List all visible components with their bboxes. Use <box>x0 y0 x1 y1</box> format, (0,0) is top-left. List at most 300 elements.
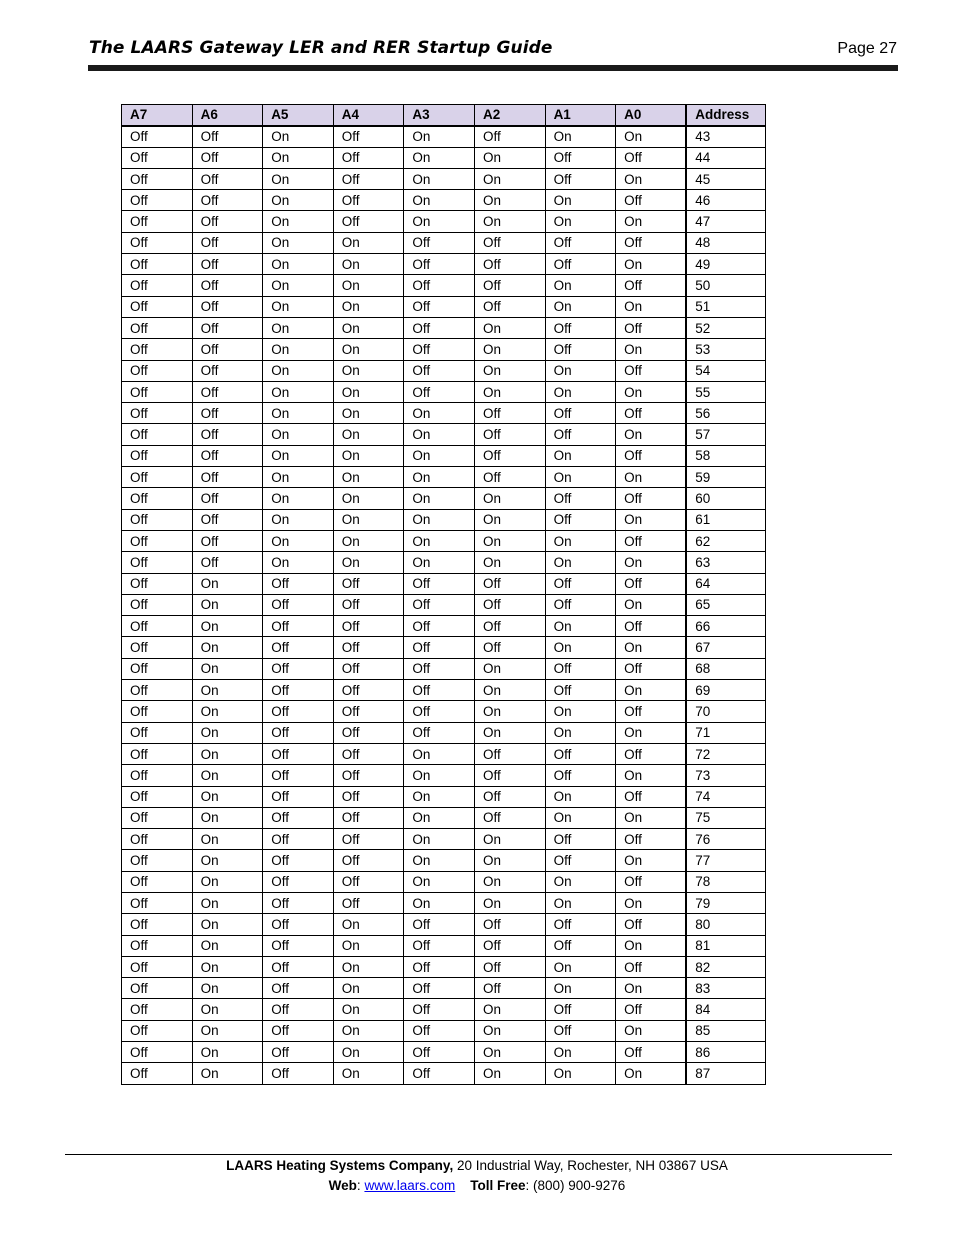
switch-state-cell: Off <box>192 552 263 573</box>
switch-state-cell: Off <box>263 829 334 850</box>
table-row <box>122 701 766 722</box>
switch-state-cell: Off <box>122 871 193 892</box>
switch-state-cell: Off <box>122 658 193 679</box>
switch-state-cell: On <box>404 445 475 466</box>
switch-state-cell: Off <box>404 914 475 935</box>
switch-state-cell: Off <box>404 296 475 317</box>
switch-state-cell: Off <box>404 573 475 594</box>
column-header-a6: A6 <box>192 105 263 126</box>
switch-state-cell: Off <box>333 829 404 850</box>
address-cell: 47 <box>686 211 765 232</box>
switch-state-cell: On <box>333 552 404 573</box>
switch-state-cell: Off <box>192 147 263 168</box>
switch-state-cell: On <box>263 190 334 211</box>
address-cell: 78 <box>686 871 765 892</box>
switch-state-cell: On <box>333 445 404 466</box>
switch-state-cell: On <box>474 850 545 871</box>
switch-state-cell: Off <box>545 339 616 360</box>
switch-state-cell: Off <box>122 211 193 232</box>
switch-state-cell: On <box>192 680 263 701</box>
switch-state-cell: Off <box>122 722 193 743</box>
switch-state-cell: Off <box>616 403 687 424</box>
switch-state-cell: On <box>474 381 545 402</box>
switch-state-cell: Off <box>192 360 263 381</box>
address-cell: 81 <box>686 935 765 956</box>
switch-state-cell: Off <box>333 765 404 786</box>
switch-state-cell: Off <box>404 701 475 722</box>
address-cell: 83 <box>686 978 765 999</box>
switch-state-cell: Off <box>545 232 616 253</box>
switch-state-cell: On <box>192 573 263 594</box>
switch-state-cell: Off <box>122 1042 193 1063</box>
switch-state-cell: Off <box>192 168 263 189</box>
table-row <box>122 829 766 850</box>
switch-state-cell: Off <box>333 637 404 658</box>
address-cell: 59 <box>686 467 765 488</box>
table-row <box>122 914 766 935</box>
switch-state-cell: Off <box>404 275 475 296</box>
switch-state-cell: On <box>192 892 263 913</box>
switch-state-cell: On <box>474 892 545 913</box>
address-cell: 60 <box>686 488 765 509</box>
switch-state-cell: Off <box>122 424 193 445</box>
switch-state-cell: On <box>545 552 616 573</box>
switch-state-cell: On <box>545 807 616 828</box>
switch-state-cell: Off <box>192 126 263 147</box>
table-row <box>122 424 766 445</box>
switch-state-cell: Off <box>122 573 193 594</box>
address-cell: 76 <box>686 829 765 850</box>
switch-state-cell: On <box>474 552 545 573</box>
switch-state-cell: On <box>616 168 687 189</box>
switch-state-cell: Off <box>333 807 404 828</box>
switch-state-cell: On <box>474 829 545 850</box>
switch-state-cell: On <box>333 381 404 402</box>
switch-state-cell: On <box>404 509 475 530</box>
switch-state-cell: On <box>616 807 687 828</box>
switch-state-cell: Off <box>122 126 193 147</box>
switch-state-cell: On <box>545 892 616 913</box>
address-cell: 68 <box>686 658 765 679</box>
column-header-a2: A2 <box>474 105 545 126</box>
switch-state-cell: Off <box>474 445 545 466</box>
switch-state-cell: Off <box>333 722 404 743</box>
switch-state-cell: Off <box>404 935 475 956</box>
switch-state-cell: On <box>474 530 545 551</box>
switch-state-cell: Off <box>545 488 616 509</box>
switch-state-cell: Off <box>263 1042 334 1063</box>
footer-divider <box>65 1154 892 1155</box>
switch-state-cell: On <box>474 680 545 701</box>
switch-state-cell: Off <box>616 488 687 509</box>
switch-state-cell: Off <box>404 339 475 360</box>
switch-state-cell: Off <box>545 509 616 530</box>
switch-state-cell: Off <box>545 594 616 615</box>
switch-state-cell: On <box>404 488 475 509</box>
switch-state-cell: On <box>192 701 263 722</box>
switch-state-cell: Off <box>616 147 687 168</box>
table-row <box>122 552 766 573</box>
switch-state-cell: Off <box>122 296 193 317</box>
switch-state-cell: Off <box>333 680 404 701</box>
switch-state-cell: Off <box>616 445 687 466</box>
table-row <box>122 168 766 189</box>
switch-state-cell: Off <box>192 530 263 551</box>
document-title: The LAARS Gateway LER and RER Startup Guide <box>89 38 553 58</box>
switch-state-cell: On <box>263 403 334 424</box>
address-cell: 87 <box>686 1063 765 1084</box>
switch-state-cell: Off <box>616 360 687 381</box>
switch-state-cell: Off <box>404 722 475 743</box>
switch-state-cell: On <box>474 190 545 211</box>
switch-state-cell: On <box>192 829 263 850</box>
switch-state-cell: Off <box>263 892 334 913</box>
switch-state-cell: On <box>263 147 334 168</box>
switch-state-cell: Off <box>404 1042 475 1063</box>
address-cell: 57 <box>686 424 765 445</box>
switch-state-cell: Off <box>122 445 193 466</box>
table-row <box>122 680 766 701</box>
switch-state-cell: Off <box>616 190 687 211</box>
address-cell: 85 <box>686 1020 765 1041</box>
switch-state-cell: Off <box>404 978 475 999</box>
switch-state-cell: On <box>263 211 334 232</box>
switch-state-cell: Off <box>404 999 475 1020</box>
switch-state-cell: On <box>404 424 475 445</box>
switch-state-cell: On <box>474 360 545 381</box>
switch-state-cell: Off <box>616 658 687 679</box>
table-body <box>122 126 766 1084</box>
switch-state-cell: On <box>616 978 687 999</box>
switch-state-cell: Off <box>192 211 263 232</box>
switch-state-cell: Off <box>333 871 404 892</box>
switch-state-cell: On <box>263 232 334 253</box>
toll-free-label: Toll Free <box>470 1178 526 1193</box>
switch-state-cell: Off <box>333 850 404 871</box>
switch-state-cell: On <box>404 190 475 211</box>
switch-state-cell: Off <box>474 786 545 807</box>
switch-state-cell: Off <box>474 637 545 658</box>
table-row <box>122 317 766 338</box>
switch-state-cell: On <box>545 467 616 488</box>
switch-state-cell: Off <box>263 807 334 828</box>
switch-state-cell: On <box>404 786 475 807</box>
address-cell: 72 <box>686 743 765 764</box>
switch-state-cell: Off <box>122 360 193 381</box>
table-row <box>122 871 766 892</box>
switch-state-cell: Off <box>545 658 616 679</box>
address-cell: 65 <box>686 594 765 615</box>
address-cell: 82 <box>686 956 765 977</box>
switch-state-cell: On <box>545 1063 616 1084</box>
address-cell: 86 <box>686 1042 765 1063</box>
switch-state-cell: Off <box>545 680 616 701</box>
switch-state-cell: Off <box>333 616 404 637</box>
switch-state-cell: Off <box>545 1020 616 1041</box>
switch-state-cell: On <box>333 999 404 1020</box>
table-row <box>122 190 766 211</box>
table-row <box>122 254 766 275</box>
table-row <box>122 935 766 956</box>
switch-state-cell: Off <box>122 467 193 488</box>
switch-state-cell: Off <box>263 999 334 1020</box>
switch-state-cell: Off <box>122 978 193 999</box>
switch-state-cell: On <box>192 850 263 871</box>
footer-contact-line <box>0 1178 954 1193</box>
switch-state-cell: On <box>333 275 404 296</box>
switch-state-cell: Off <box>192 424 263 445</box>
page-number: Page 27 <box>837 40 897 57</box>
column-header-address: Address <box>686 105 765 126</box>
switch-state-cell: Off <box>122 1020 193 1041</box>
switch-state-cell: Off <box>616 232 687 253</box>
switch-state-cell: On <box>263 339 334 360</box>
address-cell: 67 <box>686 637 765 658</box>
switch-state-cell: Off <box>404 360 475 381</box>
switch-state-cell: Off <box>122 892 193 913</box>
switch-state-cell: On <box>192 637 263 658</box>
switch-state-cell: On <box>404 467 475 488</box>
table-row <box>122 978 766 999</box>
switch-state-cell: Off <box>545 403 616 424</box>
switch-state-cell: Off <box>616 999 687 1020</box>
switch-state-cell: Off <box>404 658 475 679</box>
switch-state-cell: On <box>263 467 334 488</box>
switch-state-cell: Off <box>616 786 687 807</box>
switch-state-cell: On <box>616 552 687 573</box>
address-cell: 44 <box>686 147 765 168</box>
dip-switch-address-table <box>121 104 766 1085</box>
switch-state-cell: Off <box>122 999 193 1020</box>
switch-state-cell: Off <box>263 765 334 786</box>
switch-state-cell: Off <box>122 914 193 935</box>
switch-state-cell: Off <box>263 658 334 679</box>
switch-state-cell: Off <box>263 978 334 999</box>
switch-state-cell: Off <box>263 786 334 807</box>
table-row <box>122 892 766 913</box>
table-row <box>122 594 766 615</box>
switch-state-cell: Off <box>545 935 616 956</box>
switch-state-cell: On <box>192 871 263 892</box>
switch-state-cell: Off <box>616 317 687 338</box>
switch-state-cell: On <box>192 616 263 637</box>
switch-state-cell: Off <box>122 339 193 360</box>
switch-state-cell: Off <box>333 786 404 807</box>
switch-state-cell: Off <box>474 232 545 253</box>
switch-state-cell: On <box>333 232 404 253</box>
switch-state-cell: On <box>263 530 334 551</box>
switch-state-cell: On <box>333 360 404 381</box>
switch-state-cell: On <box>333 339 404 360</box>
switch-state-cell: Off <box>192 509 263 530</box>
table-row <box>122 999 766 1020</box>
switch-state-cell: Off <box>474 807 545 828</box>
footer-company-line <box>0 1158 954 1173</box>
switch-state-cell: Off <box>545 765 616 786</box>
switch-state-cell: On <box>545 445 616 466</box>
address-cell: 51 <box>686 296 765 317</box>
switch-state-cell: On <box>333 530 404 551</box>
switch-state-cell: On <box>192 807 263 828</box>
address-cell: 63 <box>686 552 765 573</box>
switch-state-cell: Off <box>333 168 404 189</box>
switch-state-cell: On <box>263 126 334 147</box>
address-cell: 77 <box>686 850 765 871</box>
switch-state-cell: Off <box>616 701 687 722</box>
switch-state-cell: On <box>545 722 616 743</box>
table-row <box>122 530 766 551</box>
address-cell: 79 <box>686 892 765 913</box>
switch-state-cell: Off <box>122 381 193 402</box>
switch-state-cell: On <box>263 254 334 275</box>
switch-state-cell: On <box>333 914 404 935</box>
switch-state-cell: On <box>616 339 687 360</box>
switch-state-cell: On <box>474 509 545 530</box>
switch-state-cell: Off <box>122 850 193 871</box>
switch-state-cell: Off <box>122 509 193 530</box>
switch-state-cell: Off <box>122 616 193 637</box>
switch-state-cell: On <box>545 190 616 211</box>
table-row <box>122 1063 766 1084</box>
switch-state-cell: On <box>192 1020 263 1041</box>
switch-state-cell: Off <box>404 956 475 977</box>
switch-state-cell: On <box>263 424 334 445</box>
switch-state-cell: Off <box>333 126 404 147</box>
switch-state-cell: On <box>545 1042 616 1063</box>
switch-state-cell: On <box>474 317 545 338</box>
column-header-a0: A0 <box>616 105 687 126</box>
table-row <box>122 637 766 658</box>
switch-state-cell: Off <box>404 254 475 275</box>
switch-state-cell: On <box>333 296 404 317</box>
switch-state-cell: On <box>616 637 687 658</box>
switch-state-cell: On <box>616 467 687 488</box>
switch-state-cell: Off <box>122 765 193 786</box>
switch-state-cell: Off <box>404 637 475 658</box>
switch-state-cell: Off <box>474 275 545 296</box>
switch-state-cell: On <box>404 147 475 168</box>
switch-state-cell: On <box>545 530 616 551</box>
switch-state-cell: Off <box>545 254 616 275</box>
table-row <box>122 765 766 786</box>
switch-state-cell: Off <box>263 573 334 594</box>
switch-state-cell: On <box>404 807 475 828</box>
switch-state-cell: Off <box>263 722 334 743</box>
switch-state-cell: On <box>263 168 334 189</box>
switch-state-cell: Off <box>545 743 616 764</box>
switch-state-cell: On <box>474 722 545 743</box>
switch-state-cell: Off <box>192 232 263 253</box>
switch-state-cell: On <box>616 254 687 275</box>
switch-state-cell: Off <box>263 680 334 701</box>
switch-state-cell: Off <box>122 552 193 573</box>
switch-state-cell: On <box>616 722 687 743</box>
column-header-a4: A4 <box>333 105 404 126</box>
switch-state-cell: Off <box>333 147 404 168</box>
company-address: 20 Industrial Way, Rochester, NH 03867 USA <box>453 1158 728 1173</box>
switch-state-cell: On <box>192 1063 263 1084</box>
address-cell: 80 <box>686 914 765 935</box>
switch-state-cell: On <box>474 488 545 509</box>
switch-state-cell: On <box>616 1063 687 1084</box>
table-row <box>122 807 766 828</box>
switch-state-cell: On <box>333 403 404 424</box>
switch-state-cell: On <box>404 850 475 871</box>
website-link[interactable]: www.laars.com <box>364 1178 456 1193</box>
switch-state-cell: On <box>192 722 263 743</box>
switch-state-cell: On <box>474 168 545 189</box>
switch-state-cell: On <box>333 488 404 509</box>
switch-state-cell: Off <box>545 850 616 871</box>
switch-state-cell: On <box>474 1042 545 1063</box>
switch-state-cell: Off <box>474 126 545 147</box>
switch-state-cell: Off <box>616 1042 687 1063</box>
switch-state-cell: Off <box>192 445 263 466</box>
table-header-row <box>122 105 766 126</box>
switch-state-cell: Off <box>122 168 193 189</box>
switch-state-cell: Off <box>616 871 687 892</box>
switch-state-cell: Off <box>616 275 687 296</box>
switch-state-cell: On <box>192 956 263 977</box>
table-row <box>122 360 766 381</box>
table-row <box>122 509 766 530</box>
address-cell: 66 <box>686 616 765 637</box>
table-row <box>122 1020 766 1041</box>
switch-state-cell: Off <box>545 317 616 338</box>
address-cell: 61 <box>686 509 765 530</box>
switch-state-cell: On <box>616 594 687 615</box>
address-cell: 53 <box>686 339 765 360</box>
switch-state-cell: Off <box>474 743 545 764</box>
switch-state-cell: Off <box>616 743 687 764</box>
address-cell: 43 <box>686 126 765 147</box>
column-header-a1: A1 <box>545 105 616 126</box>
switch-state-cell: On <box>404 829 475 850</box>
switch-state-cell: On <box>474 1063 545 1084</box>
switch-state-cell: Off <box>474 956 545 977</box>
switch-state-cell: Off <box>616 616 687 637</box>
table-row <box>122 850 766 871</box>
switch-state-cell: On <box>263 445 334 466</box>
table-row <box>122 232 766 253</box>
switch-state-cell: On <box>192 765 263 786</box>
switch-state-cell: Off <box>474 765 545 786</box>
switch-state-cell: On <box>263 381 334 402</box>
switch-state-cell: On <box>545 786 616 807</box>
switch-state-cell: Off <box>616 530 687 551</box>
switch-state-cell: On <box>545 360 616 381</box>
switch-state-cell: Off <box>474 914 545 935</box>
address-cell: 71 <box>686 722 765 743</box>
switch-state-cell: Off <box>545 424 616 445</box>
table-row <box>122 1042 766 1063</box>
switch-state-cell: On <box>263 317 334 338</box>
switch-state-cell: Off <box>122 637 193 658</box>
address-cell: 58 <box>686 445 765 466</box>
switch-state-cell: On <box>474 871 545 892</box>
switch-state-cell: On <box>616 850 687 871</box>
switch-state-cell: Off <box>122 743 193 764</box>
switch-state-cell: Off <box>122 786 193 807</box>
switch-state-cell: Off <box>545 168 616 189</box>
address-cell: 64 <box>686 573 765 594</box>
switch-state-cell: Off <box>263 1063 334 1084</box>
switch-state-cell: On <box>404 403 475 424</box>
switch-state-cell: On <box>616 126 687 147</box>
switch-state-cell: Off <box>263 956 334 977</box>
switch-state-cell: Off <box>122 317 193 338</box>
table-row <box>122 275 766 296</box>
